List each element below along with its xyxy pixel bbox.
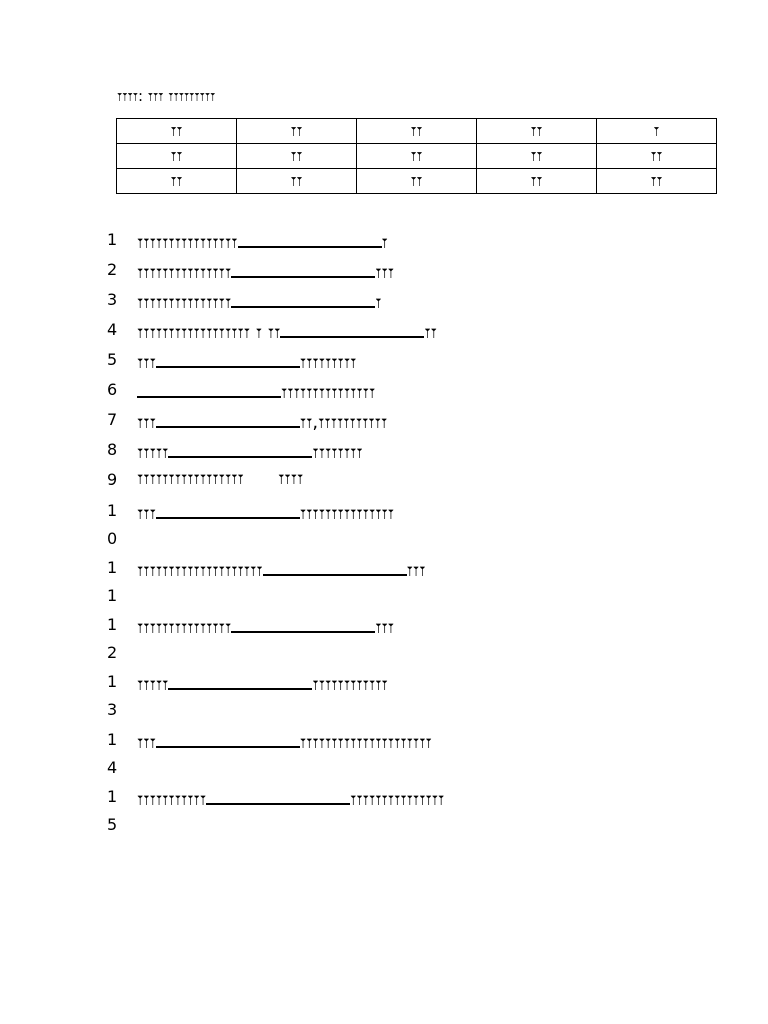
question-text-after: 𐏑: [381, 232, 388, 253]
answer-blank[interactable]: [168, 670, 312, 690]
question-item: [0, 436, 768, 466]
question-number: 8: [107, 440, 118, 459]
question-item: [0, 316, 768, 346]
question-text-before: 𐏑𐏑𐏑𐏑𐏑𐏑𐏑𐏑𐏑𐏑𐏑𐏑𐏑𐏑𐏑: [137, 262, 232, 283]
question-text-before: 𐏑𐏑𐏑: [137, 352, 156, 373]
question-text: [137, 318, 437, 344]
question-item: [0, 554, 768, 605]
question-number: 15: [107, 787, 118, 834]
answer-blank[interactable]: [280, 318, 424, 338]
question-text-after: 𐏑𐏑𐏑𐏑𐏑𐏑𐏑𐏑𐏑𐏑𐏑𐏑: [312, 674, 388, 695]
table-cell: 𐏑𐏑: [597, 144, 717, 169]
answer-blank[interactable]: [238, 228, 382, 248]
question-number: 12: [107, 615, 118, 662]
question-text: [137, 556, 426, 582]
question-text-before: 𐏑𐏑𐏑: [137, 412, 156, 433]
question-text: [137, 288, 382, 314]
question-text-before: 𐏑𐏑𐏑𐏑𐏑𐏑𐏑𐏑𐏑𐏑𐏑𐏑𐏑𐏑𐏑𐏑𐏑𐏑 𐏑 𐏑𐏑: [137, 322, 281, 343]
question-text: [137, 258, 394, 284]
question-text-after: 𐏑𐏑𐏑: [375, 617, 395, 638]
answer-blank[interactable]: [156, 408, 300, 428]
question-text-after: 𐏑𐏑𐏑𐏑𐏑𐏑𐏑𐏑𐏑𐏑𐏑𐏑𐏑𐏑𐏑𐏑𐏑𐏑𐏑𐏑𐏑: [299, 732, 432, 753]
answer-blank[interactable]: [231, 258, 375, 278]
question-text: [137, 785, 444, 811]
question-text: [137, 348, 356, 374]
question-number: 7: [107, 410, 118, 429]
question-text-before: 𐏑𐏑𐏑𐏑𐏑: [137, 674, 169, 695]
answer-blank[interactable]: [206, 785, 350, 805]
question-text: [137, 670, 388, 696]
question-item: [0, 256, 768, 286]
question-number: 11: [107, 558, 118, 605]
question-text-before: 𐏑𐏑𐏑𐏑𐏑𐏑𐏑𐏑𐏑𐏑𐏑𐏑𐏑𐏑𐏑𐏑𐏑: [137, 468, 279, 489]
table-row: [117, 169, 717, 194]
answer-blank[interactable]: [137, 378, 281, 398]
table-cell: 𐏑𐏑: [357, 169, 477, 194]
question-item: [0, 376, 768, 406]
table-cell: 𐏑𐏑: [117, 119, 237, 144]
question-text-after: 𐏑𐏑𐏑𐏑𐏑𐏑𐏑𐏑𐏑𐏑𐏑𐏑𐏑𐏑𐏑: [281, 382, 376, 403]
question-text-after: 𐏑𐏑𐏑: [406, 560, 426, 581]
question-item: [0, 726, 768, 777]
question-text-before: 𐏑𐏑𐏑𐏑𐏑𐏑𐏑𐏑𐏑𐏑𐏑𐏑𐏑𐏑𐏑: [137, 292, 232, 313]
question-item: [0, 346, 768, 376]
table-cell: 𐏑𐏑: [237, 144, 357, 169]
table-cell: 𐏑𐏑: [117, 144, 237, 169]
question-text: [137, 468, 303, 490]
question-text-after: 𐏑𐏑: [424, 322, 437, 343]
answer-blank[interactable]: [156, 348, 300, 368]
question-text-after: 𐏑𐏑𐏑𐏑: [278, 468, 304, 489]
question-number: 4: [107, 320, 118, 339]
question-number: 2: [107, 260, 118, 279]
table-cell: 𐏑𐏑: [237, 119, 357, 144]
table-cell: 𐏑𐏑: [477, 119, 597, 144]
table-cell: 𐏑: [597, 119, 717, 144]
table-row: [117, 144, 717, 169]
question-text: [137, 408, 387, 434]
question-item: [0, 611, 768, 662]
answer-blank[interactable]: [263, 556, 407, 576]
question-text: [137, 613, 394, 639]
question-number: 6: [107, 380, 118, 399]
table-cell: 𐏑𐏑: [477, 169, 597, 194]
answer-blank[interactable]: [168, 438, 312, 458]
question-text-after: 𐏑𐏑𐏑𐏑𐏑𐏑𐏑𐏑𐏑𐏑𐏑𐏑𐏑𐏑𐏑: [350, 789, 445, 810]
table-cell: 𐏑𐏑: [597, 169, 717, 194]
question-text-before: 𐏑𐏑𐏑𐏑𐏑𐏑𐏑𐏑𐏑𐏑𐏑𐏑𐏑𐏑𐏑: [137, 617, 232, 638]
question-number: 14: [107, 730, 118, 777]
question-number: 3: [107, 290, 118, 309]
question-text-after: 𐏑𐏑𐏑: [375, 262, 395, 283]
question-number: 9: [107, 470, 118, 489]
question-text-after: 𐏑𐏑𐏑𐏑𐏑𐏑𐏑𐏑𐏑: [299, 352, 357, 373]
table-cell: 𐏑𐏑: [117, 169, 237, 194]
question-item: [0, 226, 768, 256]
worksheet-header: 𐏑𐏑𐏑𐏑: 𐏑𐏑𐏑 𐏑𐏑𐏑𐏑𐏑𐏑𐏑𐏑𐏑: [117, 87, 216, 105]
question-text-before: 𐏑𐏑𐏑𐏑𐏑𐏑𐏑𐏑𐏑𐏑𐏑𐏑𐏑𐏑𐏑𐏑𐏑𐏑𐏑𐏑: [137, 560, 263, 581]
question-text: [137, 438, 363, 464]
question-text-after: 𐏑𐏑,𐏑𐏑𐏑𐏑𐏑𐏑𐏑𐏑𐏑𐏑𐏑: [299, 412, 388, 433]
question-text: [137, 378, 375, 404]
question-number: 1: [107, 230, 118, 249]
question-text-after: 𐏑: [375, 292, 382, 313]
question-number: 5: [107, 350, 118, 369]
question-item: [0, 497, 768, 548]
answer-blank[interactable]: [156, 728, 300, 748]
question-number: 13: [107, 672, 118, 719]
word-bank-table: [116, 118, 717, 194]
question-item: [0, 668, 768, 719]
question-item: [0, 466, 768, 496]
table-row: [117, 119, 717, 144]
question-text: [137, 499, 394, 525]
question-item: [0, 406, 768, 436]
question-text-before: 𐏑𐏑𐏑𐏑𐏑𐏑𐏑𐏑𐏑𐏑𐏑: [137, 789, 207, 810]
question-number: 10: [107, 501, 118, 548]
table-cell: 𐏑𐏑: [237, 169, 357, 194]
table-cell: 𐏑𐏑: [357, 144, 477, 169]
question-text: [137, 228, 388, 254]
question-text-before: 𐏑𐏑𐏑𐏑𐏑: [137, 442, 169, 463]
answer-blank[interactable]: [231, 288, 375, 308]
question-text-before: 𐏑𐏑𐏑𐏑𐏑𐏑𐏑𐏑𐏑𐏑𐏑𐏑𐏑𐏑𐏑𐏑: [137, 232, 238, 253]
table-cell: 𐏑𐏑: [357, 119, 477, 144]
question-item: [0, 286, 768, 316]
question-item: [0, 783, 768, 834]
question-text-after: 𐏑𐏑𐏑𐏑𐏑𐏑𐏑𐏑: [312, 442, 363, 463]
question-text: [137, 728, 432, 754]
answer-blank[interactable]: [156, 499, 300, 519]
question-text-after: 𐏑𐏑𐏑𐏑𐏑𐏑𐏑𐏑𐏑𐏑𐏑𐏑𐏑𐏑𐏑: [299, 503, 395, 524]
table-cell: 𐏑𐏑: [477, 144, 597, 169]
question-text-before: 𐏑𐏑𐏑: [137, 503, 156, 524]
question-text-before: 𐏑𐏑𐏑: [137, 732, 156, 753]
answer-blank[interactable]: [231, 613, 375, 633]
